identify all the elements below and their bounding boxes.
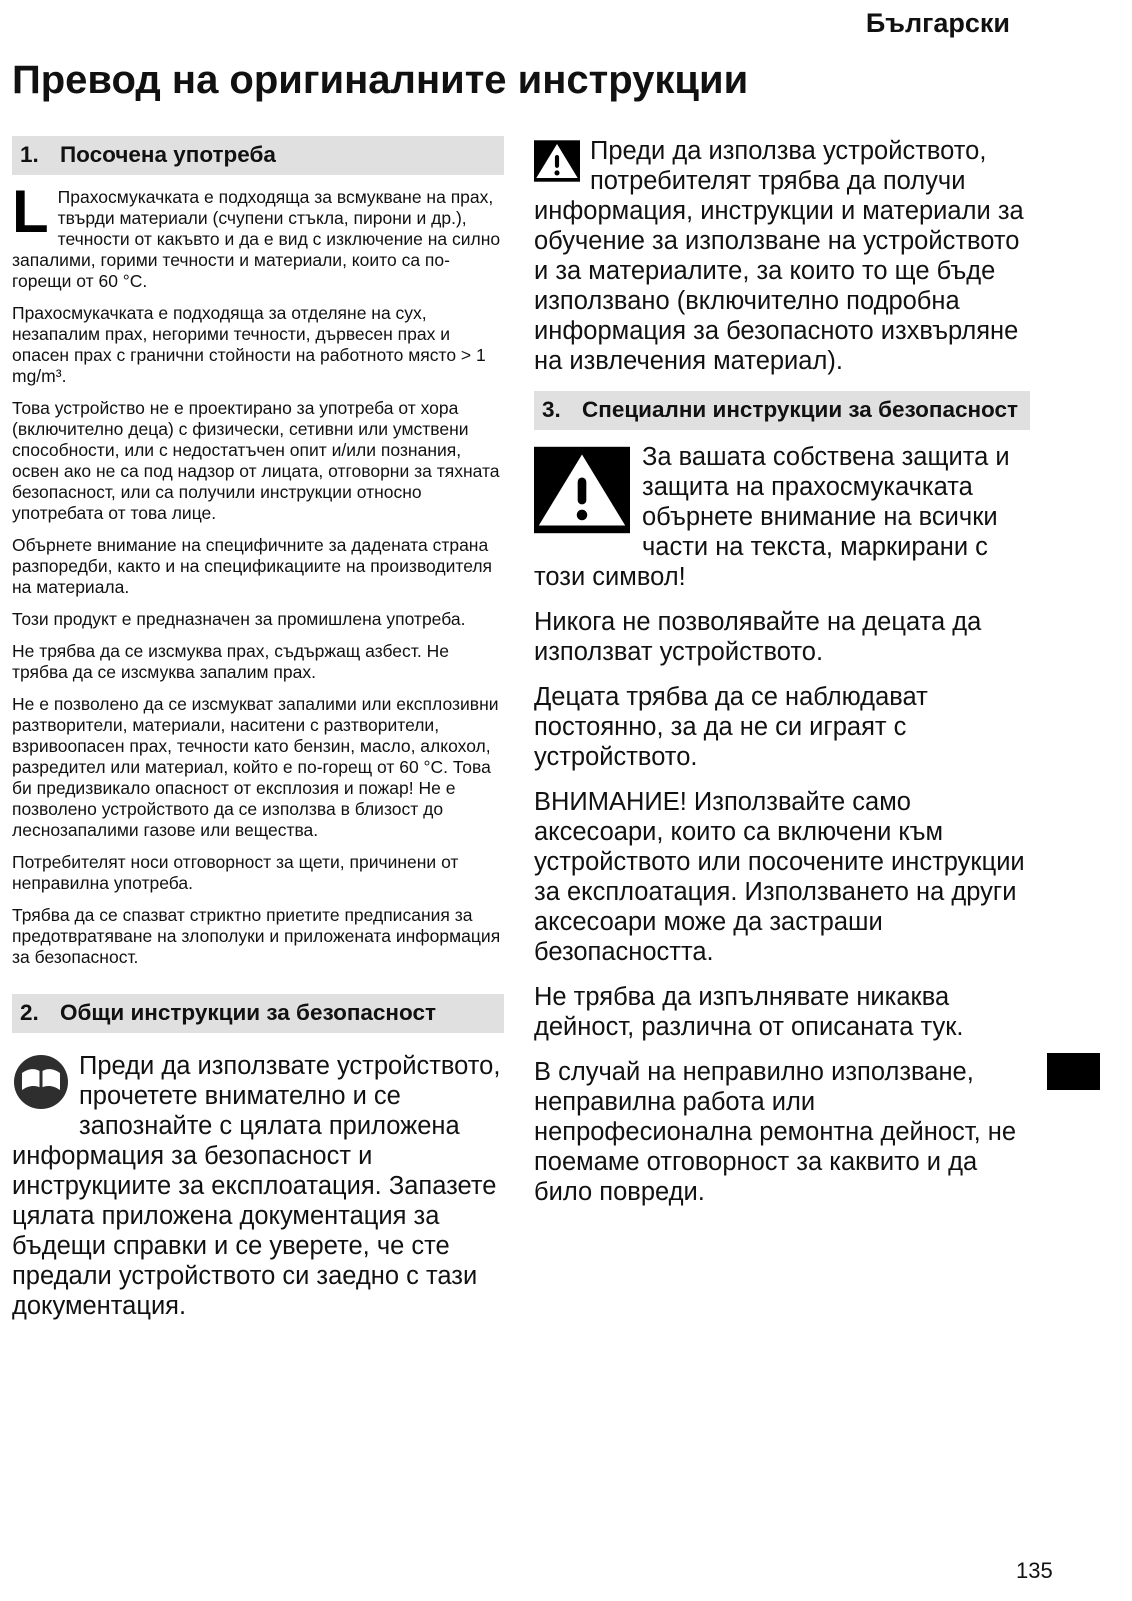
read-manual-icon: [12, 1053, 70, 1118]
paragraph-text: За вашата собствена защита и защита на прахосмукачката обърнете внимание на всички части на текста, маркирани с този символ!: [534, 443, 1010, 592]
section-1-heading: [12, 136, 504, 175]
left-column: [12, 136, 504, 1336]
paragraph: Никога не позволявайте на децата да използват устройството.: [534, 608, 982, 667]
warning-triangle-icon: [534, 446, 630, 541]
paragraph: ВНИМАНИЕ! Използвайте само аксесоари, които са включени към устройството или посочените инструкции за експлоатация. Използването на други аксесоари може да застраши безопасността.: [534, 788, 1025, 967]
print-registration-mark: [1047, 1053, 1100, 1090]
paragraph: Това устройство не е проектирано за употреба от хора (включително деца) с физически, сетивни или умствени способности, или с недостатъчен опит и/или познания, освен ако не са под надзор от лицата, отговорни за тяхната безопасност, или са получили инструкции относно употребата от това лице.: [12, 398, 500, 524]
paragraph: Потребителят носи отговорност за щети, причинени от неправилна употреба.: [12, 852, 459, 894]
paragraph: [12, 1051, 504, 1321]
section-2-number: 2.: [20, 1000, 39, 1026]
page-title: Превод на оригиналните инструкции: [12, 58, 749, 102]
paragraph: [12, 178, 504, 292]
paragraph: Обърнете внимание на специфичните за дадената страна разпоредби, както и на спецификациите на производителя на материала.: [12, 535, 493, 598]
section-1-title: Посочена употреба: [60, 142, 276, 167]
two-column-layout: [12, 136, 1132, 1336]
paragraph: Не трябва да изпълнявате никаква дейност, различна от описаната тук.: [534, 983, 964, 1042]
language-label: Български: [865, 8, 1010, 38]
paragraph: [534, 136, 1030, 376]
paragraph-text: Преди да използва устройството, потребителят трябва да получи информация, инструкции и материали за обучение за използване на устройството и за материалите, за които то ще бъде използвано (включително подробна информация за безопасното изхвърляне на извлечения материал).: [534, 137, 1024, 375]
warning-triangle-icon: [534, 140, 580, 189]
paragraph: Прахосмукачката е подходяща за отделяне на сух, незапалим прах, негорими течности, дървесен прах и опасен прах с гранични стойности на работното място > 1 mg/m³.: [12, 303, 486, 387]
paragraph: Децата трябва да се наблюдават постоянно, за да не си играят с устройството.: [534, 683, 928, 772]
paragraph: Трябва да се спазват стриктно приетите предписания за предотвратяване на злополуки и приложената информация за безопасност.: [12, 905, 501, 968]
paragraph-text: Преди да използвате устройството, прочетете внимателно и се запознайте с цялата приложена информация за безопасност и инструкциите за експлоатация. Запазете цялата приложена документация за бъдещи справки и се уверете, че сте предали устройството си заедно с тази документация.: [12, 1052, 501, 1321]
paragraph: В случай на неправилно използване, неправилна работа или непрофесионална ремонтна дейност, не поемаме отговорност за каквито и да било повреди.: [534, 1058, 1017, 1207]
right-column: [534, 136, 1030, 1336]
section-1-number: 1.: [20, 142, 39, 167]
section-3-heading: [534, 391, 1030, 430]
paragraph: [534, 442, 1030, 592]
dust-class-l-icon: L: [12, 178, 49, 246]
section-2-body: [12, 1051, 504, 1321]
paragraph-text: Прахосмукачката е подходяща за всмукване на прах, твърди материали (счупени стъкла, пирони и др.), течности от какъвто и да е вид с изключение на силно запалими, горими течности и материали, които са по-горещи от 60 °C.: [12, 187, 501, 292]
section-3-title: Специални инструкции за безопасност: [582, 397, 1019, 422]
paragraph: Не е позволено да се изсмукват запалими или експлозивни разтворители, материали, наситени с разтворители, взривоопасен прах, течности като бензин, масло, алкохол, разредител или материал, който е по-горещ от 60 °C. Това би предизвикало опасност от експлозия и пожар! Не е позволено устройството да се използва в близост до леснозапалими газове или вещества.: [12, 694, 499, 841]
section-2-heading: [12, 994, 504, 1033]
section-2: [12, 994, 504, 1321]
paragraph: Този продукт е предназначен за промишлена употреба.: [12, 609, 466, 630]
section-2-title: Общи инструкции за безопасност: [60, 1000, 437, 1026]
page-number: 135: [1016, 1558, 1053, 1583]
section-1-body: [12, 178, 504, 968]
section-3-number: 3.: [542, 397, 561, 422]
paragraph: Не трябва да се изсмуква прах, съдържащ азбест. Не трябва да се изсмуква запалим прах.: [12, 641, 449, 683]
